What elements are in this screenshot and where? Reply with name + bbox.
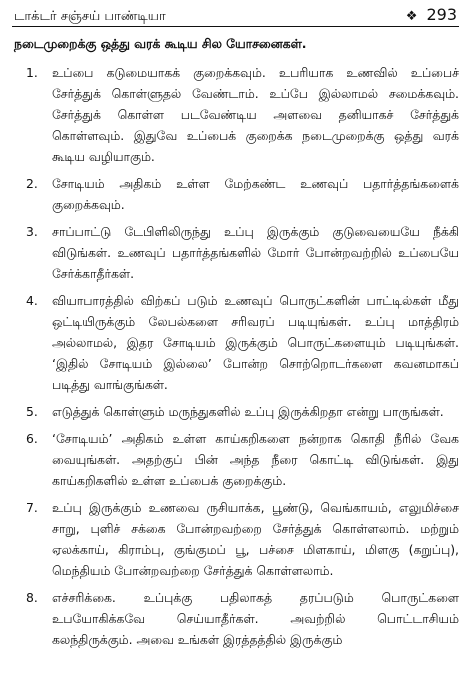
list-item [26,290,459,395]
item-number: 3. [26,224,38,239]
diamond-ornament-icon: ❖ [405,9,418,24]
item-text: உப்பை கடுமையாகக் குறைக்கவும். உபரியாக உணவில் உப்பைச் சேர்த்துக் கொள்ளுதல் வேண்டாம். உப்பே இல்லாமல் சமைக்கவும். சேர்த்துக் கொள்ள படவேண்டிய அளவை தனியாகச் சேர்த்துக் கொள்ளவும். இதுவே உப்பைக் குறைக்க நடைமுறைக்கு ஒத்து வரக் கூடிய வழியாகும். [52,65,459,164]
item-text: உப்பு இருக்கும் உணவை ருசியாக்க, பூண்டு, வெங்காயம், எலுமிச்சை சாறு, புளிச் சக்கை போன்றவற்றை சேர்த்துக் கொள்ளலாம். மற்றும் ஏலக்காய், கிராம்பு, குங்குமப் பூ, பச்சை மிளகாய், மிளகு (கறுப்பு), மெந்தியம் போன்றவற்றை சேர்த்துக் கொள்ளலாம். [52,500,459,578]
list-item [26,497,459,581]
item-text: எடுத்துக் கொள்ளும் மருந்துகளில் உப்பு இருக்கிறதா என்று பாருங்கள். [52,404,444,419]
item-text: சோடியம் அதிகம் உள்ள மேற்கண்ட உணவுப் பதார்த்தங்களைக் குறைக்கவும். [52,176,459,212]
item-number: 8. [26,590,38,605]
item-text: ‘சோடியம்’ அதிகம் உள்ள காய்கறிகளை நன்றாக கொதி நீரில் வேக வையுங்கள். அதற்குப் பின் அந்த நீரை கொட்டி விடுங்கள். இது காய்கறிகளில் உள்ள உப்பைக் குறைக்கும். [52,431,459,488]
section-intro: நடைமுறைக்கு ஒத்து வரக் கூடிய சில யோசனைகள். [14,36,307,51]
list-item [26,221,459,284]
item-number: 4. [26,293,38,308]
item-number: 1. [26,65,38,80]
header-title: டாக்டர் சஞ்சய் பாண்டியா [14,9,166,24]
item-text: வியாபாரத்தில் விற்கப் படும் உணவுப் பொருட்களின் பாட்டில்கள் மீது ஒட்டியிருக்கும் லேபல்களை சரிவரப் படியுங்கள். உப்பு மாத்திரம் அல்லாமல், இதர சோடியம் இருக்கும் பொருட்களையும் படியுங்கள். ‘இதில் சோடியம் இல்லை’ போன்ற சொற்றொடர்களை கவனமாகப் படித்து வாங்குங்கள். [52,293,459,392]
tips-list [26,62,459,656]
header-divider [12,26,459,27]
list-item [26,428,459,491]
list-item [26,587,459,650]
list-item [26,62,459,167]
running-header [14,6,457,28]
page-number: 293 [426,5,457,24]
item-number: 2. [26,176,38,191]
list-item [26,173,459,215]
list-item [26,401,459,422]
header-page-info [406,6,457,26]
item-number: 5. [26,404,38,419]
item-number: 7. [26,500,38,515]
item-text: சாப்பாட்டு டேபிளிலிருந்து உப்பு இருக்கும் குடுவையையே நீக்கி விடுங்கள். உணவுப் பதார்த்தங்களில் மோர் போன்றவற்றில் உப்பையே சேர்க்காதீர்கள். [52,224,459,281]
item-text: எச்சரிக்கை. உப்புக்கு பதிலாகத் தரப்படும் பொருட்களை உபயோகிக்கவே செய்யாதீர்கள். அவற்றில் பொட்டாசியம் கலந்திருக்கும். அவை உங்கள் இரத்தத்தில் இருக்கும் [52,590,459,647]
item-number: 6. [26,431,38,446]
